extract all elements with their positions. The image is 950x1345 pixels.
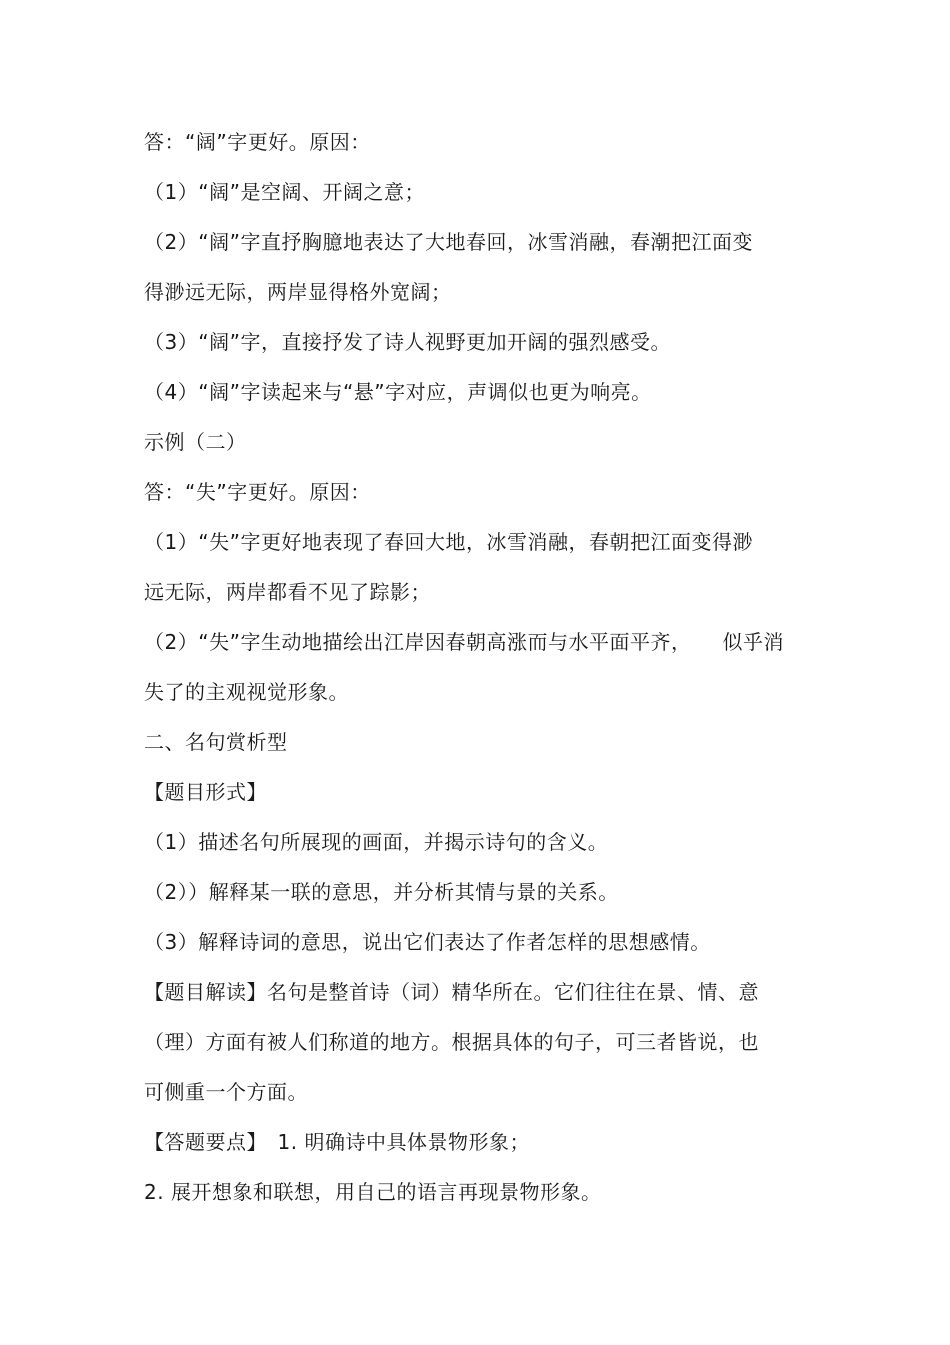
answer-1-point-3: （3）“阔”字，直接抒发了诗人视野更加开阔的强烈感受。	[144, 330, 671, 354]
answer-2-point-2-cont: 失了的主观视觉形象。	[144, 680, 349, 704]
example-2-heading: 示例（二）	[144, 430, 247, 454]
question-reading-3: 可侧重一个方面。	[144, 1080, 308, 1104]
answer-points-1: 【答题要点】 1. 明确诗中具体景物形象；	[144, 1130, 530, 1154]
question-reading-1: 【题目解读】名句是整首诗（词）精华所在。它们往往在景、情、意	[144, 980, 759, 1004]
answer-2-point-2: （2）“失”字生动地描绘出江岸因春朝高涨而与水平面平齐， 似乎消	[144, 630, 784, 654]
question-form-item-1: （1）描述名句所展现的画面，并揭示诗句的含义。	[144, 830, 609, 854]
question-form-item-3: （3）解释诗词的意思，说出它们表达了作者怎样的思想感情。	[144, 930, 711, 954]
question-form-item-2: （2））解释某一联的意思，并分析其情与景的关系。	[144, 880, 619, 904]
answer-1-point-2-cont: 得渺远无际，两岸显得格外宽阔；	[144, 280, 452, 304]
answer-1-point-2: （2）“阔”字直抒胸臆地表达了大地春回，冰雪消融，春潮把江面变	[144, 230, 753, 254]
answer-1-heading: 答：“阔”字更好。原因：	[144, 130, 371, 154]
section-2-heading: 二、名句赏析型	[144, 730, 288, 754]
question-form-heading: 【题目形式】	[144, 780, 267, 804]
answer-points-2: 2. 展开想象和联想，用自己的语言再现景物形象。	[144, 1180, 602, 1204]
question-reading-2: （理）方面有被人们称道的地方。根据具体的句子，可三者皆说，也	[144, 1030, 759, 1054]
answer-2-point-1-cont: 远无际，两岸都看不见了踪影；	[144, 580, 431, 604]
answer-2-heading: 答：“失”字更好。原因：	[144, 480, 371, 504]
answer-2-point-1: （1）“失”字更好地表现了春回大地，冰雪消融，春朝把江面变得渺	[144, 530, 753, 554]
answer-1-point-4: （4）“阔”字读起来与“悬”字对应，声调似也更为响亮。	[144, 380, 652, 404]
answer-1-point-1: （1）“阔”是空阔、开阔之意；	[144, 180, 425, 204]
